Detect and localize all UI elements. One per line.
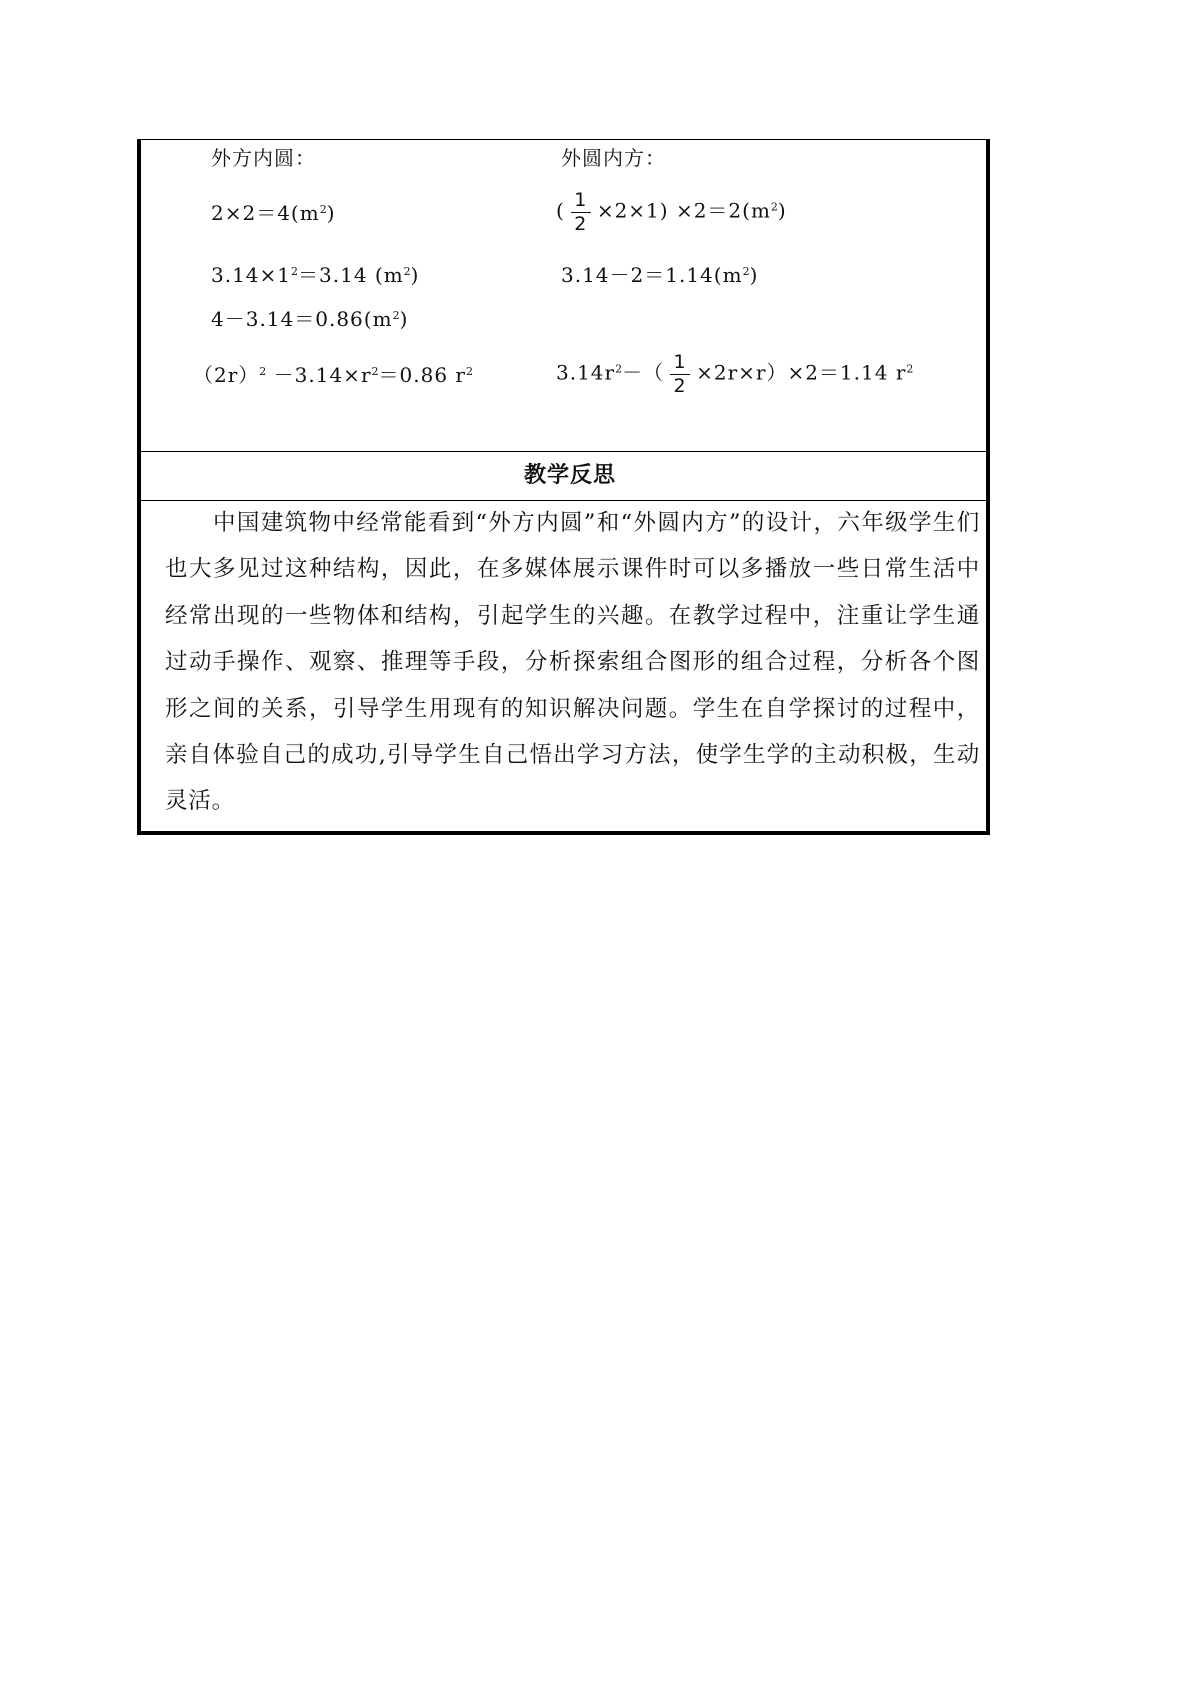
outer-circle-inner-square-heading: 外圆内方： [561, 146, 666, 170]
exponent: 2 [319, 203, 327, 216]
table-right-border [986, 139, 990, 835]
general-formula-left: $(2r)^2 -3.14\times r^2=0.86$ $r^2$ [193, 363, 473, 387]
difference-formula-right: $3.14-2=1.14(m^2)$ [561, 263, 759, 287]
table-bottom-border [137, 831, 990, 835]
outer-square-inner-circle-heading: 外方内圆： [211, 146, 316, 170]
difference-formula-left: $4-3.14=0.86(m^2)$ [211, 307, 409, 331]
general-formula-right: $3.14r^2-$（ $\frac{1}{2}$ ×2r×r）×2＝1.14 $r^2$ [556, 351, 914, 397]
fraction-one-half: $\frac{1}{2}$ [668, 352, 692, 396]
square-area-formula: $2\times 2=4(m^2)$ [211, 201, 336, 225]
row-divider-1 [141, 451, 986, 452]
table-top-border [137, 139, 990, 140]
circle-area-formula: $3.14\times 1^2=3.14$ $(m^2)$ [211, 263, 420, 287]
reflection-heading: 教学反思 [524, 463, 617, 488]
fraction-one-half: $\frac{1}{2}$ [569, 190, 593, 234]
table-left-border [137, 139, 141, 835]
triangles-area-formula: ( $\frac{1}{2}$ $\times 2\times 1) \times 2=2(m^2)$ [556, 189, 787, 235]
reflection-body: 中国建筑物中经常能看到“外方内圆”和“外圆内方”的设计，六年级学生们也大多见过这种结构，因此，在多媒体展示课件时可以多播放一些日常生活中经常出现的一些物体和结构，引起学生的兴趣。在教学过程中，注重让学生通过动手操作、观察、推理等手段，分析探索组合图形的组合过程，分析各个图形之间的关系，引导学生用现有的知识解决问题。学生在自学探讨的过程中，亲自体验自己的成功,引导学生自己悟出学习方法，使学生学的主动积极，生动灵活。 [165, 510, 980, 815]
